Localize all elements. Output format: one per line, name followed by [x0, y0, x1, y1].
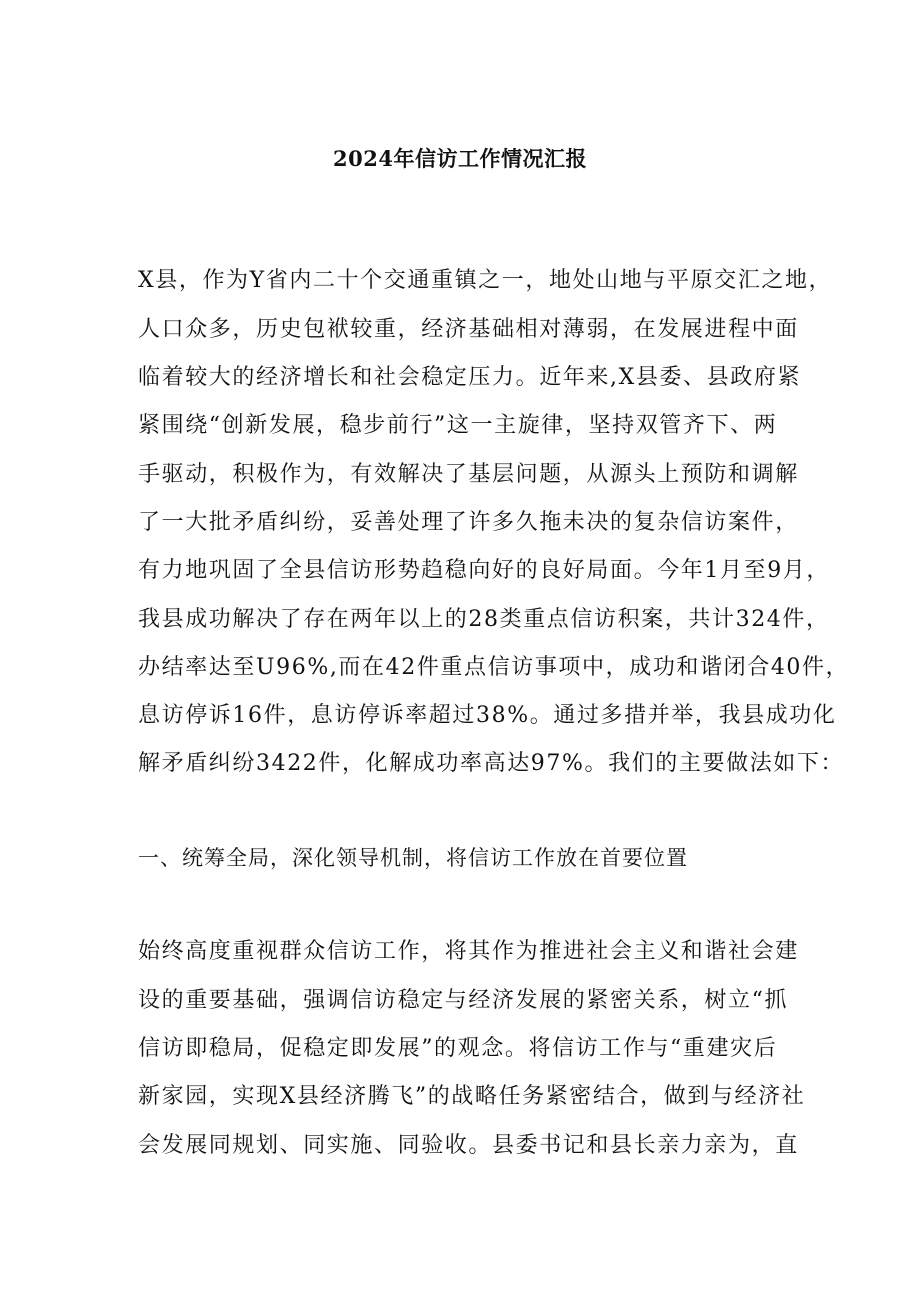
document-title: 2024年信访工作情况汇报: [333, 146, 587, 171]
intro-line-11: 解矛盾纠纷3422件，化解成功率高达97%。我们的主要做法如下：: [138, 751, 845, 776]
intro-line-3: 临着较大的经济增长和社会稳定压力。近年来,X县委、县政府紧: [138, 365, 802, 390]
intro-line-6: 了一大批矛盾纠纷，妥善处理了许多久拖未决的复杂信访案件，: [138, 510, 799, 535]
intro-line-1: X县，作为Y省内二十个交通重镇之一，地处山地与平原交汇之地，: [138, 268, 833, 293]
intro-line-7: 有力地巩固了全县信访形势趋稳向好的良好局面。今年1月至9月，: [138, 558, 830, 583]
section1-line-1: 始终高度重视群众信访工作，将其作为推进社会主义和谐社会建: [138, 939, 799, 964]
section1-line-5: 会发展同规划、同实施、同验收。县委书记和县长亲力亲为，直: [138, 1133, 799, 1158]
section1-line-2: 设的重要基础，强调信访稳定与经济发展的紧密关系，树立“抓: [138, 988, 789, 1013]
intro-line-5: 手驱动，积极作为，有效解决了基层问题，从源头上预防和调解: [138, 462, 799, 487]
intro-line-8: 我县成功解决了存在两年以上的28类重点信访积案，共计324件，: [138, 607, 830, 632]
intro-line-4: 紧围绕“创新发展，稳步前行”这一主旋律，坚持双管齐下、两: [138, 413, 778, 438]
intro-line-2: 人口众多，历史包袱较重，经济基础相对薄弱，在发展进程中面: [138, 317, 799, 342]
section-heading-1: 一、统筹全局，深化领导机制，将信访工作放在首要位置: [138, 846, 688, 870]
section1-line-4: 新家园，实现X县经济腾飞”的战略任务紧密结合，做到与经济社: [138, 1084, 806, 1109]
intro-line-10: 息访停诉16件，息访停诉率超过38%。通过多措并举，我县成功化: [138, 703, 837, 728]
intro-line-9: 办结率达至U96%,而在42件重点信访事项中，成功和谐闭合40件，: [138, 655, 850, 680]
section1-line-3: 信访即稳局，促稳定即发展”的观念。将信访工作与“重建灾后: [138, 1036, 778, 1061]
